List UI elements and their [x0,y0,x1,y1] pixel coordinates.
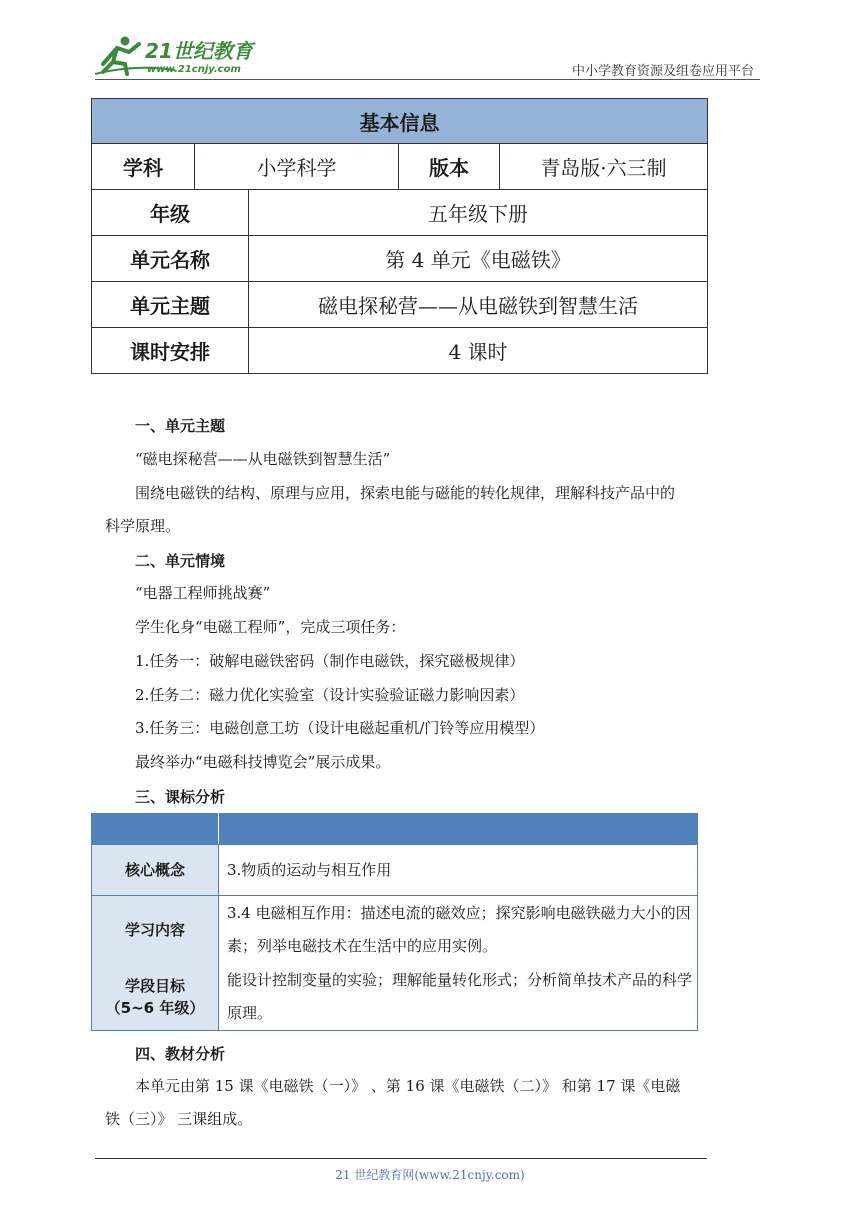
unit-theme-quote: “磁电探秘营——从电磁铁到智慧生活” [135,450,391,468]
task-item-1: 1.任务一：破解电磁铁密码（制作电磁铁，探究磁极规律） [135,652,525,670]
edition-value: 青岛版·六三制 [500,144,708,190]
core-concept-label: 核心概念 [92,845,219,896]
task-item-2: 2.任务二：磁力优化实验室（设计实验验证磁力影响因素） [135,686,525,704]
unit-theme-label: 单元主题 [92,282,249,328]
svg-text:21世纪教育: 21世纪教育 [145,39,253,63]
stage-goal-label-grade: （5~6 年级） [105,998,205,1017]
grade-label: 年级 [92,190,249,236]
standards-header-cell-left [92,814,219,845]
section-heading-unit-theme: 一、单元主题 [135,417,226,435]
unit-theme-value: 磁电探秘营——从电磁铁到智慧生活 [249,282,708,328]
header-divider [95,79,760,80]
grade-value: 五年级下册 [249,190,708,236]
context-intro: 学生化身“电磁工程师”，完成三项任务： [135,618,406,636]
page-header [95,30,760,80]
subject-label: 学科 [92,144,195,190]
edition-label: 版本 [399,144,500,190]
svg-text:www.21cnjy.com: www.21cnjy.com [147,64,241,75]
core-concept-value: 3.物质的运动与相互作用 [219,845,698,896]
context-closing: 最终举办“电磁科技博览会”展示成果。 [135,753,391,771]
stage-goal-label-main: 学段目标 [124,976,185,995]
stage-goal-value: 能设计控制变量的实验；理解能量转化形式；分析简单技术产品的科学原理。 [219,963,698,1031]
section-heading-unit-context: 二、单元情境 [135,552,226,570]
section-heading-standards: 三、课标分析 [135,788,226,806]
textbook-text-line2: 铁（三）》 三课组成。 [105,1110,253,1128]
platform-name: 中小学教育资源及组卷应用平台 [571,64,754,79]
task-item-3: 3.任务三：电磁创意工坊（设计电磁起重机/门铃等应用模型） [135,719,545,737]
learning-content-label: 学习内容 [92,896,219,964]
schedule-label: 课时安排 [92,328,249,374]
logo-21cnjy [95,34,265,78]
learning-content-value: 3.4 电磁相互作用：描述电流的磁效应；探究影响电磁铁磁力大小的因素；列举电磁技术在生活中的应用实例。 [219,896,698,964]
info-table-title: 基本信息 [92,99,708,144]
footer-divider [95,1158,707,1159]
textbook-text-line1: 本单元由第 15 课《电磁铁（一）》 、第 16 课《电磁铁（二）》 和第 17 课《电磁 [135,1077,681,1095]
unit-name-label: 单元名称 [92,236,249,282]
schedule-value: 4 课时 [249,328,708,374]
unit-name-value: 第 4 单元《电磁铁》 [249,236,708,282]
subject-value: 小学科学 [195,144,399,190]
unit-theme-text-line1: 围绕电磁铁的结构、原理与应用，探索电能与磁能的转化规律，理解科技产品中的 [135,484,676,502]
stage-goal-label [92,963,219,1031]
standards-table [91,813,698,1031]
basic-info-table [91,98,708,190]
unit-theme-text-line2: 科学原理。 [105,517,181,535]
footer-text: 21 世纪教育网(www.21cnjy.com) [335,1168,525,1182]
standards-header-cell-right [219,814,698,845]
section-heading-textbook: 四、教材分析 [135,1045,226,1063]
basic-info-table-lower [91,190,708,374]
context-quote: “电器工程师挑战赛” [135,584,271,602]
